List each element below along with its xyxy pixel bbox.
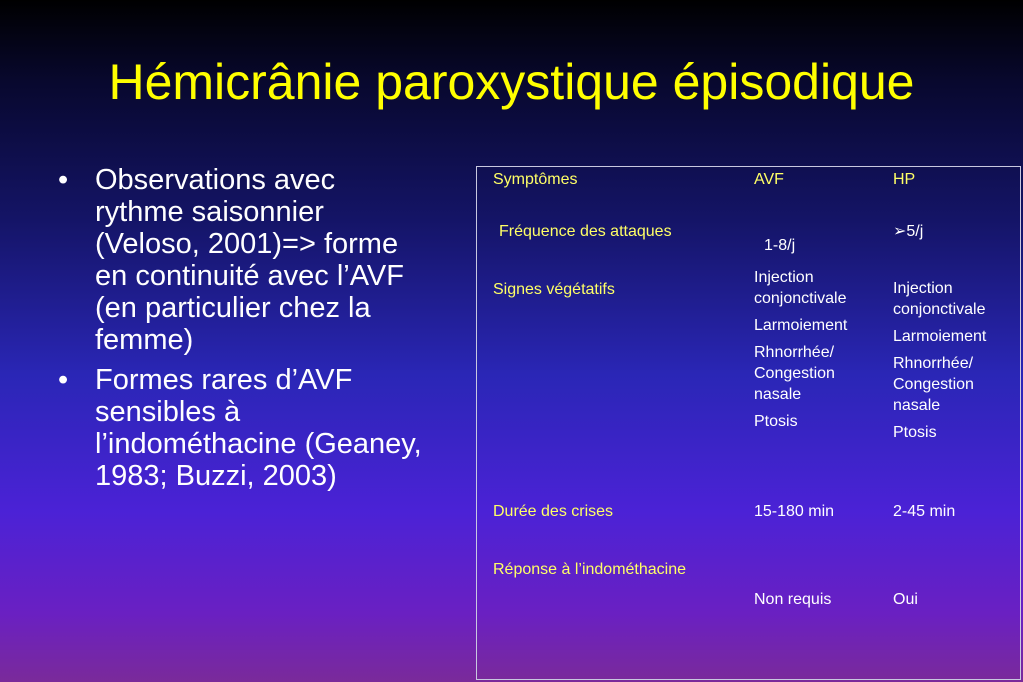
arrow-bullet-icon: ➢ [893,223,907,240]
sign-line: Ptosis [893,424,937,441]
row-label-vegetative: Signes végétatifs [493,281,615,298]
sign-line: Ptosis [754,413,798,430]
row-label-frequency: Fréquence des attaques [499,223,672,240]
bullet-line: (en particulier chez la [95,292,371,324]
bullet-line: femme) [95,324,194,356]
sign-line: Injection conjonctivale [893,280,986,318]
bullet-line: sensibles à [95,396,241,428]
header-symptoms: Symptômes [493,171,578,188]
sign-line: Rhnorrhée/ Congestion nasale [893,355,974,414]
avf-frequency: 1-8/j [764,237,796,254]
hp-frequency: ➢5/j [893,223,924,240]
sign-line: Injection conjonctivale [754,269,847,307]
row-label-indomethacin: Réponse à l’indométhacine [493,561,687,578]
avf-indomethacin: Non requis [754,591,832,608]
sign-line: Larmoiement [754,317,848,334]
sign-line: Rhnorrhée/ Congestion nasale [754,344,835,403]
bullet-item-rare-forms [58,364,488,492]
bullet-marker: • [58,164,69,196]
header-avf: AVF [754,171,784,188]
hp-vegetative-signs [893,278,986,443]
bullet-line: l’indométhacine (Geaney, [95,428,422,460]
bullet-line: Observations avec [95,164,336,196]
avf-duration: 15-180 min [754,503,835,520]
bullet-item-seasonal [58,164,488,356]
header-hp: HP [893,171,916,188]
avf-vegetative-signs [754,267,847,432]
bullet-line: 1983; Buzzi, 2003) [95,460,337,492]
comparison-table [476,166,1021,680]
sign-line: Larmoiement [893,328,987,345]
bullet-line: en continuité avec l’AVF [95,260,404,292]
bullet-line: rythme saisonnier [95,196,324,228]
slide-title: Hémicrânie paroxystique épisodique [108,54,915,110]
bullet-list [58,164,488,500]
hp-indomethacin: Oui [893,591,918,608]
bullet-line: (Veloso, 2001)=> forme [95,228,399,260]
row-label-duration: Durée des crises [493,503,614,520]
hp-duration: 2-45 min [893,503,956,520]
bullet-marker: • [58,364,69,396]
bullet-line: Formes rares d’AVF [95,364,353,396]
